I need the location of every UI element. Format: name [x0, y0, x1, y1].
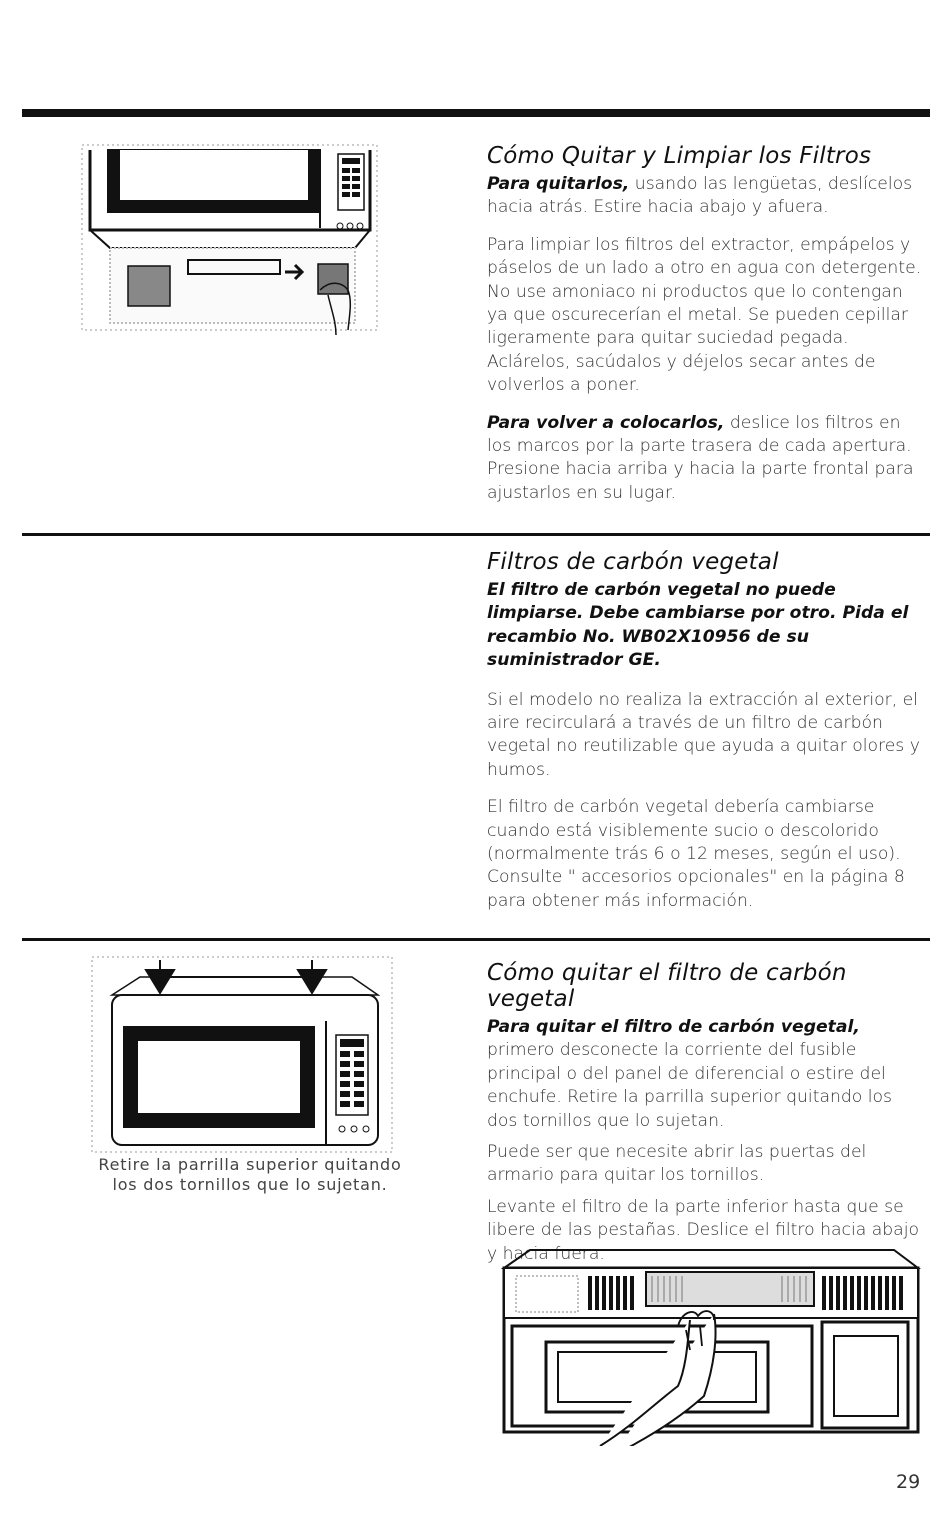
paragraph-text: usando las lengüetas, deslícelos hacia atrás. Estire hacia abajo y afuera. — [487, 174, 913, 218]
paragraph-text: deslice los filtros en los marcos por la parte trasera de cada apertura. Presione hacia arriba y hacia la parte frontal para ajustarlos en su lugar. — [487, 412, 914, 503]
charcoal-filter-removal-illustration — [482, 1246, 922, 1446]
paragraph-clean-filters: Para limpiar los filtros del extractor, empápelos y páselos de un lado a otro en agua con detergente. No use amoniaco ni productos que lo contengan ya que oscurecerían el metal. Se pueden cepillar ligeramente para quitar suciedad pegada. Aclárelos, sacúdalos y déjelos secar antes de volverlos a poner. — [487, 234, 922, 396]
section-title-charcoal-filters: Filtros de carbón vegetal — [487, 549, 779, 575]
charcoal-warning: El filtro de carbón vegetal no puede limpiarse. Debe cambiarse por otro. Pida el recambio No. WB02X10956 de su suministrador GE. — [487, 580, 909, 671]
top-rule — [22, 109, 930, 117]
figure-caption: Retire la parrilla superior quitando los dos tornillos que lo sujetan. — [98, 1155, 402, 1194]
section-title-remove-charcoal-filter: Cómo quitar el filtro de carbón vegetal — [487, 960, 847, 1012]
paragraph-remove-filters — [487, 173, 927, 220]
filter-removal-illustration — [80, 140, 385, 340]
lead-text: Para volver a colocarlos, — [487, 412, 725, 433]
paragraph-replacement-interval: El filtro de carbón vegetal debería cambiarse cuando está visiblemente sucio o descolorido (normalmente trás 6 o 12 meses, según el uso). Consulte " accesorios opcionales" en la página 8 para obtener más información. — [487, 797, 905, 911]
paragraph-remove-charcoal — [487, 1016, 927, 1133]
paragraph-replace-filters — [487, 412, 927, 506]
section-divider-1 — [22, 533, 930, 536]
section-divider-2 — [22, 938, 930, 941]
section-title-remove-clean-filters: Cómo Quitar y Limpiar los Filtros — [487, 143, 872, 169]
paragraph-text: primero desconecte la corriente del fusible principal o del panel de diferencial o estire del enchufe. Retire la parrilla superior quitando los dos tornillos que lo sujetan. — [487, 1040, 893, 1131]
paragraph-lift-filter: Levante el filtro de la parte inferior hasta que se libere de las pestañas. Deslice el filtro hacia abajo y hacia fuera. — [487, 1196, 919, 1264]
paragraph-cabinet-doors: Puede ser que necesite abrir las puertas del armario para quitar los tornillos. — [487, 1142, 867, 1186]
page-number: 29 — [896, 1471, 921, 1493]
lead-text: Para quitarlos, — [487, 174, 630, 194]
paragraph-recirculation: Si el modelo no realiza la extracción al exterior, el aire recirculará a través de un filtro de carbón vegetal no reutilizable que ayuda a quitar olores y humos. — [487, 689, 920, 780]
top-grille-screws-illustration — [90, 955, 395, 1155]
lead-text: Para quitar el filtro de carbón vegetal, — [487, 1017, 860, 1037]
